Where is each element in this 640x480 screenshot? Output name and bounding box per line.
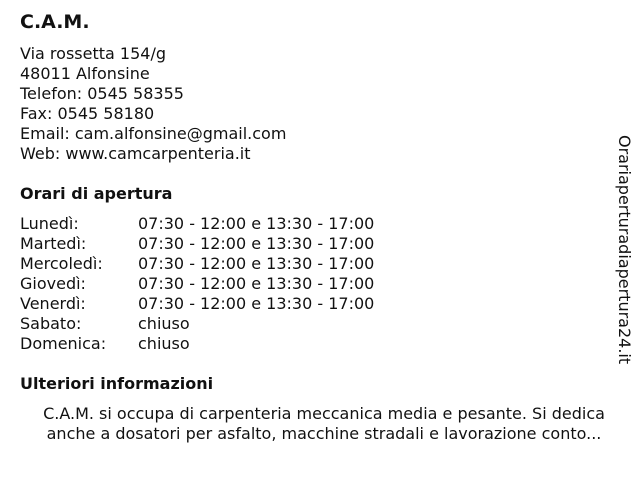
fax-line: Fax: 0545 58180 [20,104,155,123]
time-value: chiuso [138,334,190,353]
time-value: 07:30 - 12:00 e 13:30 - 17:00 [138,214,375,233]
email-line: Email: cam.alfonsine@gmail.com [20,124,287,143]
day-label: Lunedì: [20,214,79,233]
day-label: Venerdì: [20,294,86,313]
time-value: 07:30 - 12:00 e 13:30 - 17:00 [138,254,375,273]
time-value: 07:30 - 12:00 e 13:30 - 17:00 [138,234,375,253]
day-label: Martedì: [20,234,87,253]
time-value: 07:30 - 12:00 e 13:30 - 17:00 [138,274,375,293]
site-watermark [611,135,637,365]
web-line: Web: www.camcarpenteria.it [20,144,251,163]
time-value: chiuso [138,314,190,333]
business-name: C.A.M. [20,11,90,33]
business-description: C.A.M. si occupa di carpenteria meccanica media e pesante. Si dedica anche a dosatori per asfalto, macchine stradali e lavorazione conto... [43,404,605,443]
day-label: Mercoledì: [20,254,103,273]
phone-line: Telefon: 0545 58355 [20,84,184,103]
time-value: 07:30 - 12:00 e 13:30 - 17:00 [138,294,375,313]
contact-block [20,44,286,164]
day-label: Domenica: [20,334,107,353]
day-label: Sabato: [20,314,82,333]
opening-hours-heading: Orari di apertura [20,184,173,203]
further-info-heading: Ulteriori informazioni [20,374,214,393]
address-line: Via rossetta 154/g [20,44,166,63]
watermark-text: Orariaperturadiapertura24.it [615,135,634,365]
day-label: Giovedì: [20,274,86,293]
city-line: 48011 Alfonsine [20,64,150,83]
